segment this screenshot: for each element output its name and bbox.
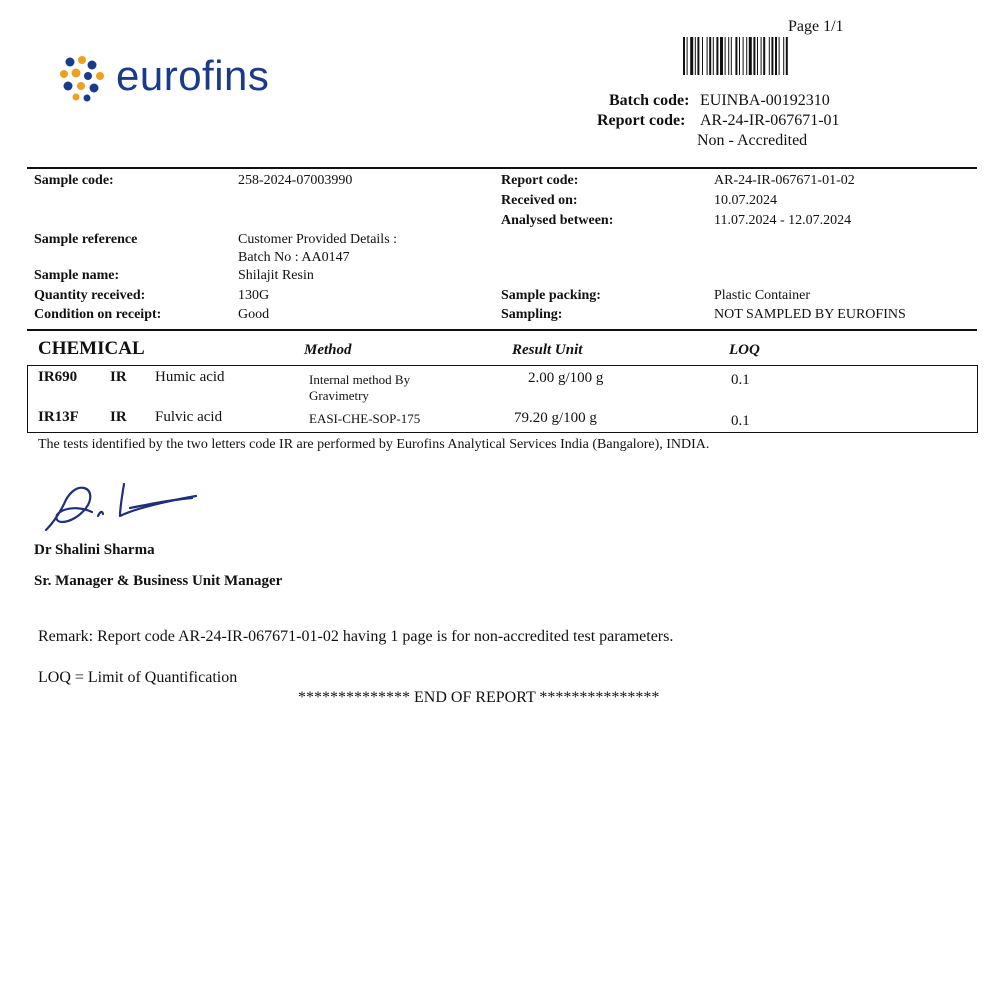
packing-value: Plastic Container	[714, 288, 811, 303]
sample-reference-line1: Customer Provided Details :	[238, 232, 398, 247]
loq-definition: LOQ = Limit of Quantification	[38, 669, 238, 686]
signature-icon	[40, 478, 210, 538]
received-label: Received on:	[501, 193, 578, 208]
analysed-label: Analysed between:	[501, 213, 614, 228]
sample-name-label: Sample name:	[34, 268, 120, 283]
packing-label: Sample packing:	[501, 288, 601, 303]
method-column-header: Method	[304, 342, 352, 358]
parameter-name: Humic acid	[155, 369, 225, 385]
header-divider	[27, 167, 977, 169]
sample-report-code-label: Report code:	[501, 173, 579, 188]
test-code: IR13F	[38, 409, 79, 425]
method-line1: EASI-CHE-SOP-175	[309, 411, 421, 426]
section-title: CHEMICAL	[38, 338, 145, 359]
sample-code-value: 258-2024-07003990	[238, 173, 353, 188]
result-value: 2.00 g/100 g	[528, 370, 604, 386]
logo-wordmark: eurofins	[116, 52, 270, 99]
sampling-label: Sampling:	[501, 307, 563, 322]
sample-report-code-value: AR-24-IR-067671-01-02	[714, 173, 855, 188]
condition-label: Condition on receipt:	[34, 307, 162, 322]
remark-text: Remark: Report code AR-24-IR-067671-01-02 having 1 page is for non-accredited test parameters.	[38, 628, 674, 645]
end-of-report: ************** END OF REPORT ***************	[298, 689, 660, 706]
loq-value: 0.1	[731, 372, 750, 388]
quantity-value: 130G	[238, 288, 270, 303]
page-number: Page 1/1	[788, 18, 844, 35]
method-line2: Gravimetry	[309, 388, 369, 403]
sample-divider	[27, 329, 977, 331]
loq-column-header: LOQ	[729, 342, 760, 358]
batch-code-value: EUINBA-00192310	[700, 92, 830, 109]
result-column-header: Result Unit	[512, 342, 583, 358]
report-code-value: AR-24-IR-067671-01	[700, 112, 840, 129]
sample-reference-label: Sample reference	[34, 232, 138, 247]
batch-code-label: Batch code:	[609, 92, 690, 109]
condition-value: Good	[238, 307, 270, 322]
lab-footnote: The tests identified by the two letters code IR are performed by Eurofins Analytical Services India (Bangalore), INDIA.	[38, 437, 710, 452]
barcode-icon	[683, 37, 845, 75]
analysed-value: 11.07.2024 - 12.07.2024	[714, 213, 852, 228]
method-line1: Internal method By	[309, 372, 411, 387]
signatory-title: Sr. Manager & Business Unit Manager	[34, 573, 283, 589]
sample-reference-line2: Batch No : AA0147	[238, 250, 350, 265]
test-code: IR690	[38, 369, 78, 385]
eurofins-logo-icon	[56, 52, 108, 104]
report-code-label: Report code:	[597, 112, 686, 129]
sampling-value: NOT SAMPLED BY EUROFINS	[714, 307, 906, 322]
lab-code: IR	[110, 369, 127, 385]
accreditation-status: Non - Accredited	[697, 132, 808, 149]
quantity-label: Quantity received:	[34, 288, 146, 303]
sample-code-label: Sample code:	[34, 173, 114, 188]
loq-value: 0.1	[731, 413, 750, 429]
parameter-name: Fulvic acid	[155, 409, 223, 425]
lab-code: IR	[110, 409, 127, 425]
signatory-name: Dr Shalini Sharma	[34, 542, 155, 558]
sample-name-value: Shilajit Resin	[238, 268, 314, 283]
received-value: 10.07.2024	[714, 193, 777, 208]
result-value: 79.20 g/100 g	[514, 410, 597, 426]
